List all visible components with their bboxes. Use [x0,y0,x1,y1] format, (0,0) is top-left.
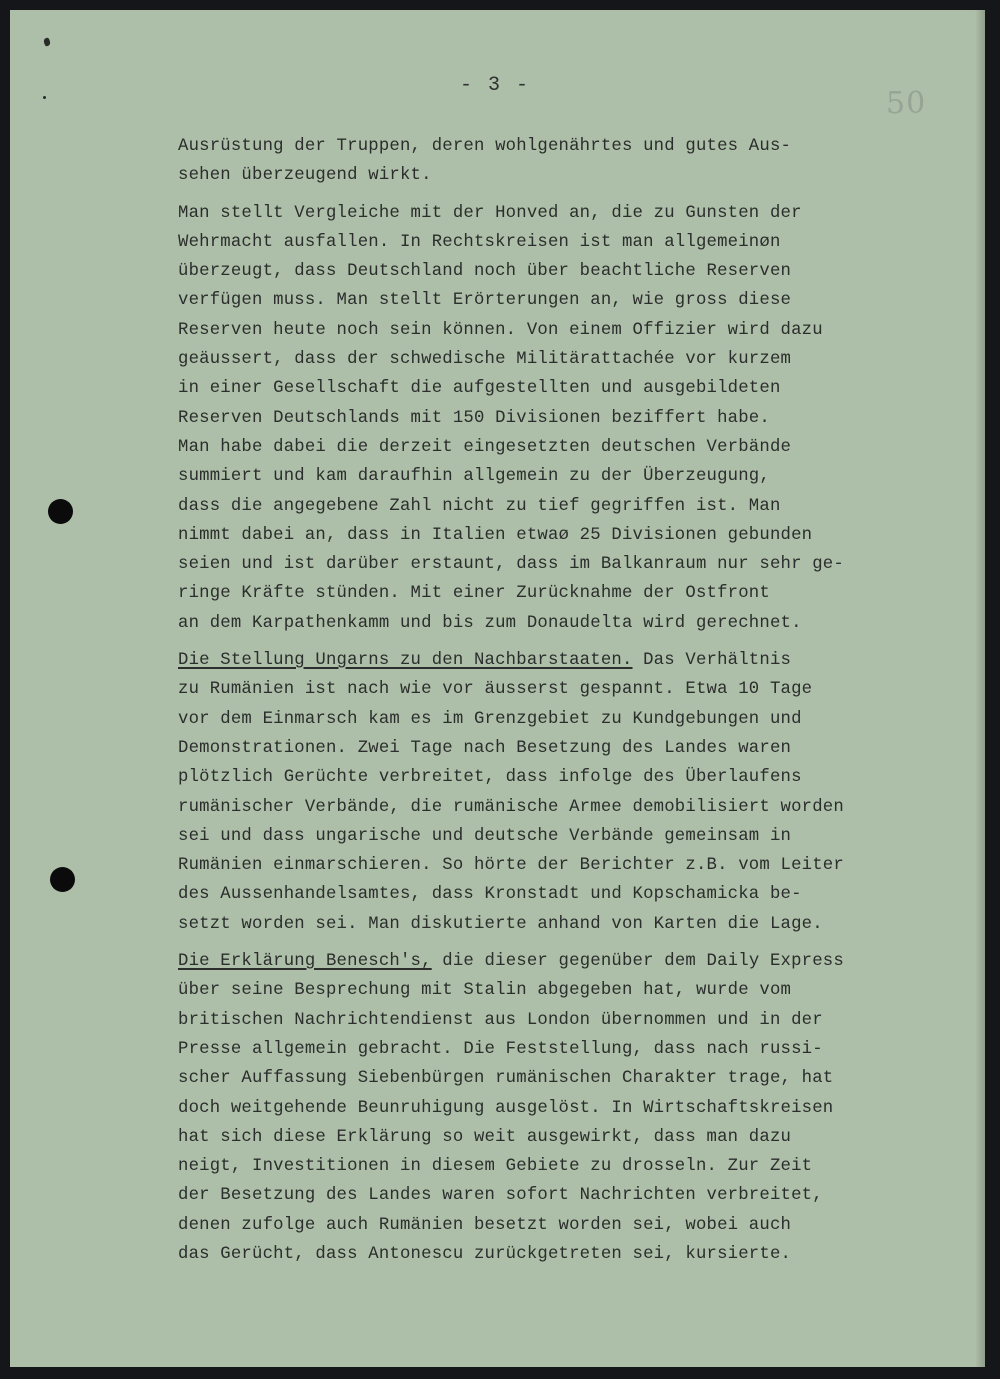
page-number: - 3 - [460,74,531,97]
text-line [178,646,928,675]
paragraph-1 [178,132,928,191]
text-line: Rumänien einmarschieren. So hörte der Berichter z.B. vom Leiter [178,856,844,876]
text-line: über seine Besprechung mit Stalin abgegeben hat, wurde vom [178,981,792,1001]
page-edge-shadow [975,10,985,1367]
paragraph-3 [178,646,928,939]
text-line: sei und dass ungarische und deutsche Verbände gemeinsam in [178,826,792,846]
section-heading: Die Erklärung Benesch's, [178,952,432,972]
document-body [178,132,928,1269]
text-line: Presse allgemein gebracht. Die Feststellung, dass nach russi- [178,1039,823,1059]
ink-dot [43,96,46,99]
text-line: des Aussenhandelsamtes, dass Kronstadt und Kopschamicka be- [178,885,802,905]
text-line: in einer Gesellschaft die aufgestellten und ausgebildeten [178,379,781,399]
text-line: zu Rumänien ist nach wie vor äusserst gespannt. Etwa 10 Tage [178,680,813,700]
text-line: scher Auffassung Siebenbürgen rumänischen Charakter trage, hat [178,1069,834,1089]
paragraph-2 [178,199,928,638]
text-line: denen zufolge auch Rumänien besetzt worden sei, wobei auch [178,1215,792,1235]
text-line: seien und ist darüber erstaunt, dass im Balkanraum nur sehr ge- [178,555,844,575]
text-line: das Gerücht, dass Antonescu zurückgetreten sei, kursierte. [178,1244,792,1264]
text-line: Reserven Deutschlands mit 150 Divisionen beziffert habe. [178,408,770,428]
archive-page-number: 50 [886,86,927,121]
text-line: neigt, Investitionen in diesem Gebiete zu drosseln. Zur Zeit [178,1157,813,1177]
paragraph-4 [178,947,928,1269]
text-line: nimmt dabei an, dass in Italien etwaø 25 Divisionen gebunden [178,525,813,545]
heading-line-rest: die dieser gegenüber dem Daily Express [431,952,844,972]
text-line: sehen überzeugend wirkt. [178,166,432,186]
text-line: der Besetzung des Landes waren sofort Nachrichten verbreitet, [178,1186,823,1206]
text-line: plötzlich Gerüchte verbreitet, dass infolge des Überlaufens [178,768,802,788]
text-line: Reserven heute noch sein können. Von einem Offizier wird dazu [178,320,823,340]
document-page [10,10,985,1367]
text-line: an dem Karpathenkamm und bis zum Donaudelta wird gerechnet. [178,613,802,633]
text-line: geäussert, dass der schwedische Militärattachée vor kurzem [178,350,792,370]
text-line: Wehrmacht ausfallen. In Rechtskreisen ist man allgemeinøn [178,232,781,252]
heading-line-rest: Das Verhältnis [632,651,792,671]
text-line: vor dem Einmarsch kam es im Grenzgebiet zu Kundgebungen und [178,709,802,729]
text-line: überzeugt, dass Deutschland noch über beachtliche Reserven [178,262,792,282]
text-line: dass die angegebene Zahl nicht zu tief gegriffen ist. Man [178,496,781,516]
text-line: rumänischer Verbände, die rumänische Armee demobilisiert worden [178,797,844,817]
ink-mark [43,37,51,47]
text-line [178,947,928,976]
text-line: doch weitgehende Beunruhigung ausgelöst. In Wirtschaftskreisen [178,1098,834,1118]
punch-hole [50,867,75,892]
text-line: hat sich diese Erklärung so weit ausgewirkt, dass man dazu [178,1127,792,1147]
text-line: summiert und kam daraufhin allgemein zu der Überzeugung, [178,467,770,487]
text-line: britischen Nachrichtendienst aus London übernommen und in der [178,1010,823,1030]
text-line: ringe Kräfte stünden. Mit einer Zurücknahme der Ostfront [178,584,770,604]
text-line: Ausrüstung der Truppen, deren wohlgenährtes und gutes Aus- [178,137,792,156]
section-heading: Die Stellung Ungarns zu den Nachbarstaaten. [178,651,633,671]
text-line: Man stellt Vergleiche mit der Honved an, die zu Gunsten der [178,203,802,223]
punch-hole [48,499,73,524]
text-line: verfügen muss. Man stellt Erörterungen an, wie gross diese [178,291,792,311]
text-line: setzt worden sei. Man diskutierte anhand von Karten die Lage. [178,914,823,934]
text-line: Demonstrationen. Zwei Tage nach Besetzung des Landes waren [178,738,792,758]
text-line: Man habe dabei die derzeit eingesetzten deutschen Verbände [178,437,792,457]
